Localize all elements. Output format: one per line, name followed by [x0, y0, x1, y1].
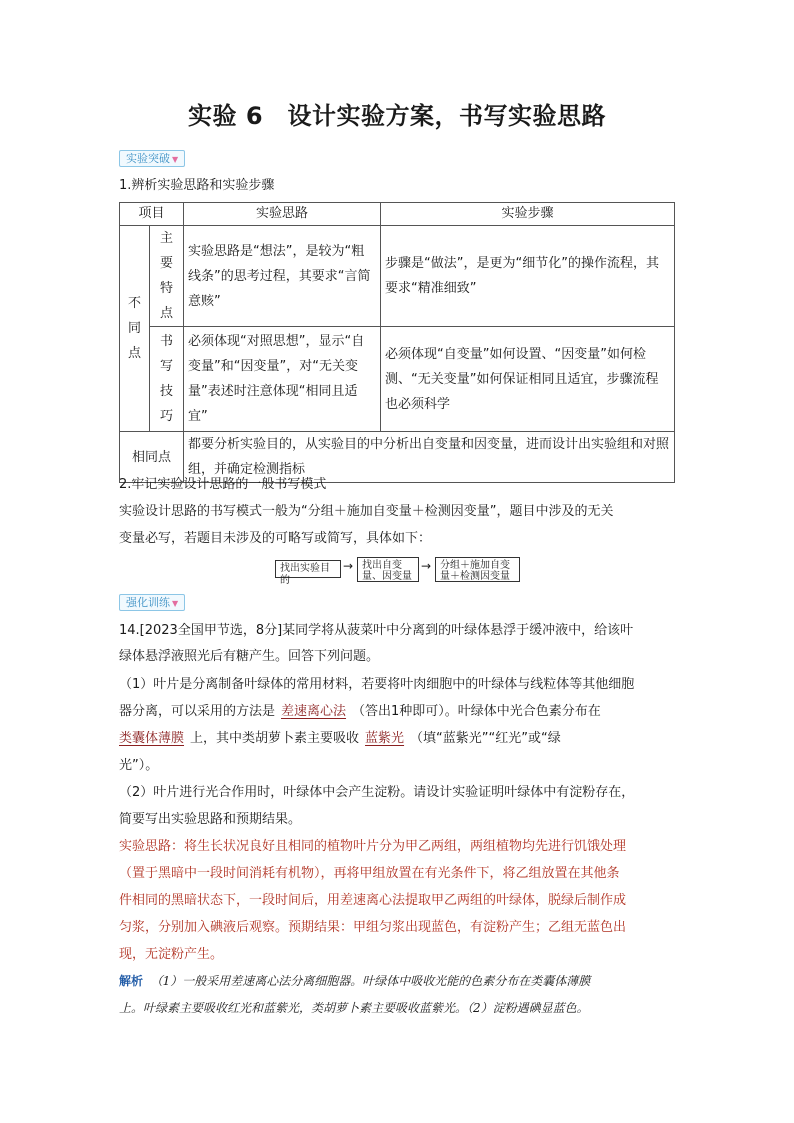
header-item: 项目 — [120, 203, 184, 226]
flow-box: 分组＋施加自变量＋检测因变量 — [435, 557, 520, 582]
page-title: 实验 6 设计实验方案，书写实验思路 — [187, 102, 607, 130]
question-part2-line: （2）叶片进行光合作用时，叶绿体中会产生淀粉。请设计实验证明叶绿体中有淀粉存在， — [119, 785, 635, 800]
explanation-line: 上。叶绿素主要吸收红光和蓝紫光，类胡萝卜素主要吸收蓝紫光。（2）淀粉遇碘显蓝色。 — [119, 1001, 589, 1015]
answer-blank-method: 差速离心法 — [281, 704, 347, 719]
answer-blank-location: 类囊体薄膜 — [119, 731, 185, 746]
cell-thinking-features: 实验思路是“想法”，是较为“粗线条”的思考过程，其要求“言简意赅” — [184, 226, 381, 327]
question-stem-line: 14.[2023全国甲节选，8分]某同学将从菠菜叶中分离到的叶绿体悬浮于缓冲液中，给该叶 — [119, 623, 634, 638]
question-stem-line: 绿体悬浮液照光后有糖产生。回答下列问题。 — [119, 649, 380, 664]
flow-box: 找出自变量、因变量 — [357, 557, 419, 582]
section-tag-breakthrough — [119, 150, 185, 167]
section1-heading: 1.辨析实验思路和实验步骤 — [119, 178, 275, 193]
cell-same: 都要分析实验目的，从实验目的中分析出自变量和因变量，进而设计出实验组和对照组，并确定检测指标 — [184, 432, 675, 483]
table-header-row — [120, 203, 675, 226]
answer-line: 实验思路：将生长状况良好且相同的植物叶片分为甲乙两组，两组植物均先进行饥饿处理 — [119, 839, 627, 854]
cell-thinking-skills: 必须体现“对照思想”，显示“自变量”和“因变量”，对“无关变量”表述时注意体现“相同且适宜” — [184, 327, 381, 432]
row-label-features: 主要 特点 — [150, 226, 184, 327]
section-tag-training — [119, 594, 185, 611]
cell-steps-skills: 必须体现“自变量”如何设置、“因变量”如何检测、“无关变量”如何保证相同且适宜，步骤流程也必须科学 — [381, 327, 675, 432]
tag-label: 实验突破 — [126, 152, 170, 165]
answer-line: 件相同的黑暗状态下，一段时间后，用差速离心法提取甲乙两组的叶绿体，脱绿后制作成 — [119, 893, 627, 908]
answer-blank-light: 蓝紫光 — [365, 731, 405, 746]
header-steps: 实验步骤 — [381, 203, 675, 226]
triangle-icon: ▼ — [172, 598, 179, 608]
triangle-icon: ▼ — [172, 154, 179, 164]
explanation-label: 解析 — [119, 974, 144, 988]
question-part2-line: 简要写出实验思路和预期结果。 — [119, 812, 302, 827]
flow-diagram — [275, 557, 520, 586]
section2-text-line: 变量必写，若题目未涉及的可略写或简写，具体如下： — [119, 531, 432, 546]
question-part1-line: 类囊体薄膜 上，其中类胡萝卜素主要吸收 蓝紫光 （填“蓝紫光”“红光”或“绿 — [119, 731, 561, 746]
diff-label: 不 同 点 — [120, 226, 150, 432]
header-thinking: 实验思路 — [184, 203, 381, 226]
section2-text-line: 实验设计思路的书写模式一般为“分组＋施加自变量＋检测因变量”，题目中涉及的无关 — [119, 504, 614, 519]
arrow-right-icon: → — [343, 559, 354, 573]
answer-line: 匀浆，分别加入碘液后观察。预期结果：甲组匀浆出现蓝色，有淀粉产生；乙组无蓝色出 — [119, 920, 627, 935]
answer-line: （置于黑暗中一段时间消耗有机物），再将甲组放置在有光条件下，将乙组放置在其他条 — [119, 866, 620, 881]
answer-line: 现，无淀粉产生。 — [119, 947, 224, 962]
section2-heading: 2.牢记实验设计思路的一般书写模式 — [119, 477, 327, 492]
table-row — [120, 226, 675, 327]
arrow-right-icon: → — [421, 559, 432, 573]
question-part1-line: （1）叶片是分离制备叶绿体的常用材料，若要将叶肉细胞中的叶绿体与线粒体等其他细胞 — [119, 677, 635, 692]
row-label-skills: 书写 技巧 — [150, 327, 184, 432]
table-row — [120, 327, 675, 432]
comparison-table — [119, 202, 675, 483]
cell-steps-features: 步骤是“做法”，是更为“细节化”的操作流程，其要求“精准细致” — [381, 226, 675, 327]
table-row — [120, 432, 675, 483]
explanation-line: 解析 （1）一般采用差速离心法分离细胞器。叶绿体中吸收光能的色素分布在类囊体薄膜 — [119, 974, 591, 988]
question-part1-line: 光”）。 — [119, 758, 159, 773]
flow-box: 找出实验目的 — [275, 560, 341, 578]
row-label-same: 相同点 — [120, 432, 184, 483]
question-part1-line: 器分离，可以采用的方法是 差速离心法 （答出1种即可）。叶绿体中光合色素分布在 — [119, 704, 601, 719]
tag-label: 强化训练 — [126, 596, 170, 609]
